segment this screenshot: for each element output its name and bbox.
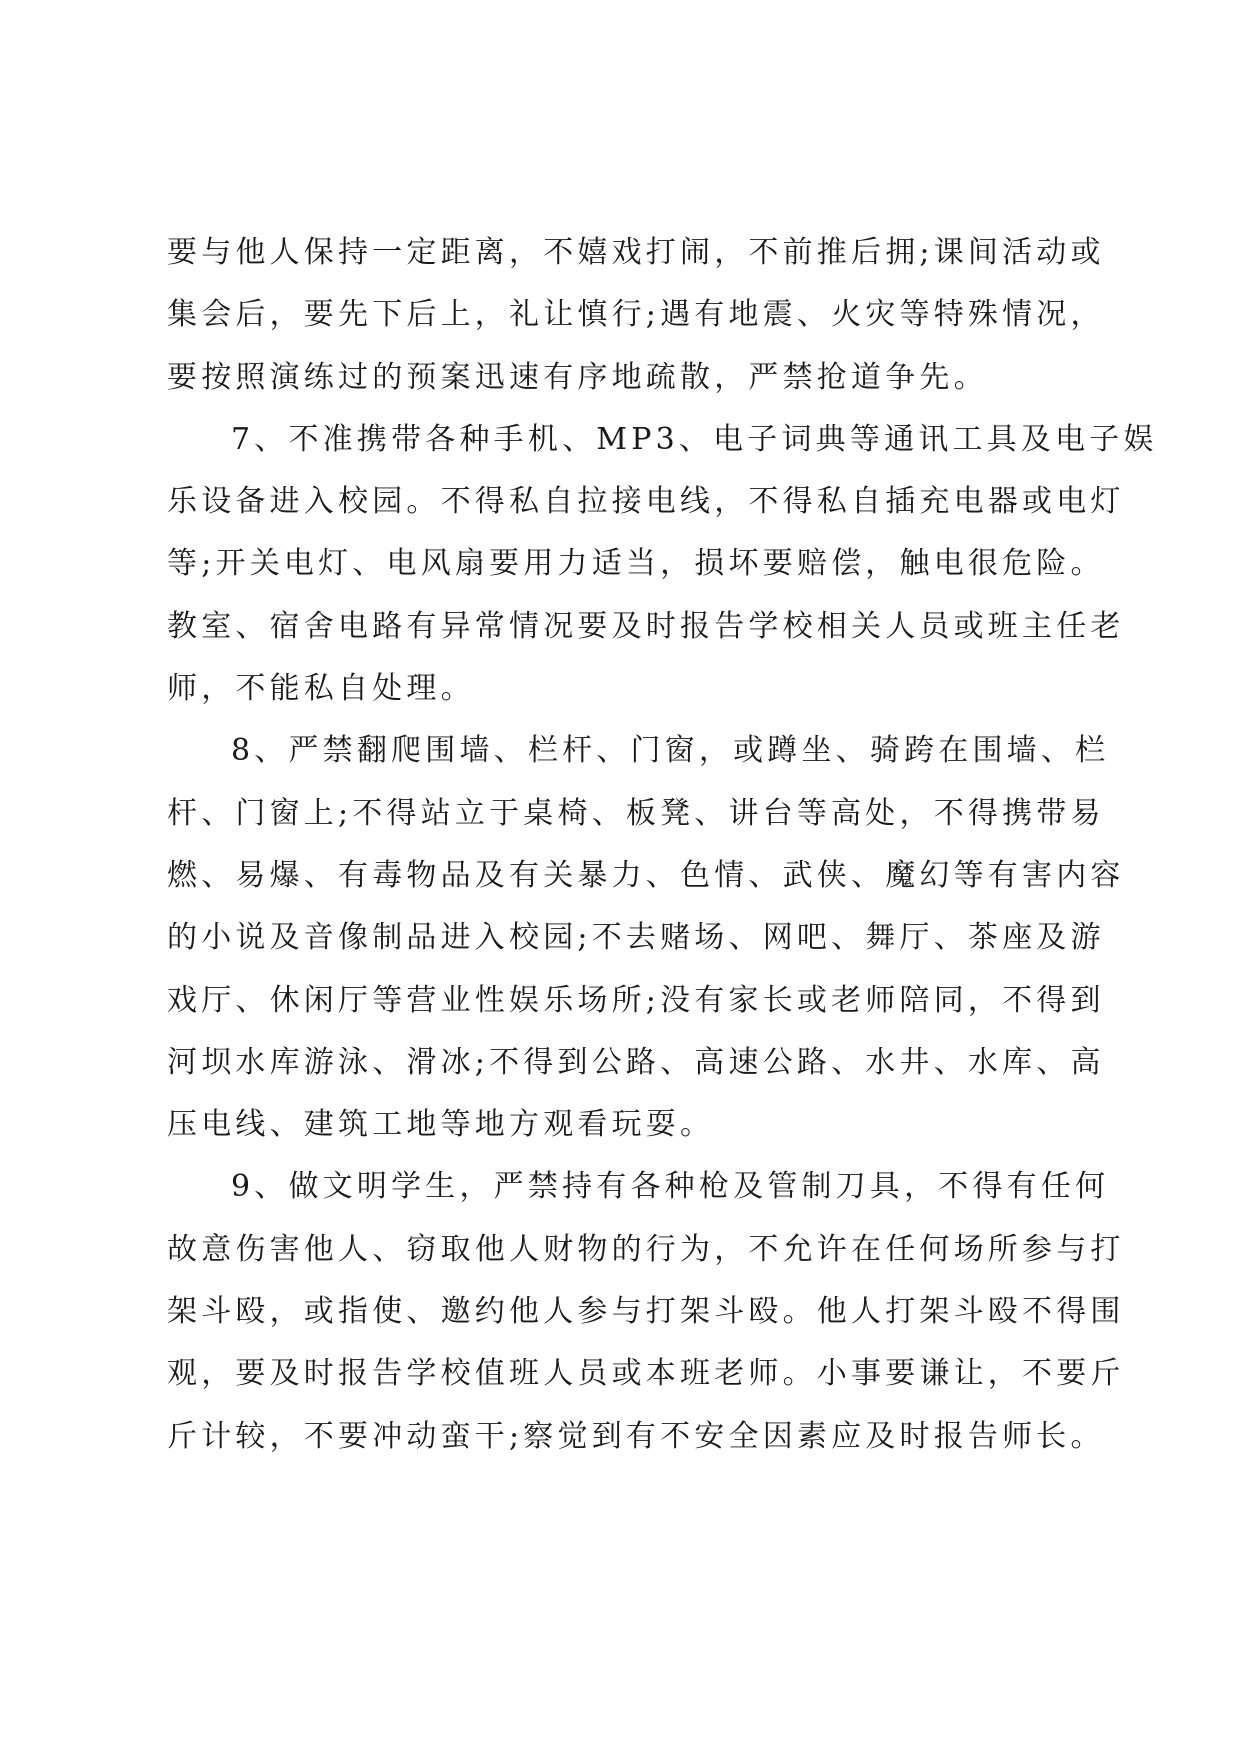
text-line: 斤计较，不要冲动蛮干;察觉到有不安全因素应及时报告师长。 [167,1418,1105,1454]
document-body [167,222,1158,1468]
text-line: 要与他人保持一定距离，不嬉戏打闹，不前推后拥;课间活动或 [167,235,1105,270]
text-line: 河坝水库游泳、滑冰;不得到公路、高速公路、水井、水库、高 [167,1044,1105,1080]
text-line: 教室、宿舍电路有异常情况要及时报告学校相关人员或班主任老 [167,608,1125,644]
text-line: 等;开关电灯、电风扇要用力适当，损坏要赔偿，触电很危险。 [167,546,1105,582]
text-line: 压电线、建筑工地等地方观看玩耍。 [167,1107,715,1143]
text-line: 戏厅、休闲厅等营业性娱乐场所;没有家长或老师陪同，不得到 [167,982,1105,1018]
text-line-item-8-start: 8、严禁翻爬围墙、栏杆、门窗，或蹲坐、骑跨在围墙、栏 [231,733,1110,769]
text-line: 要按照演练过的预案迅速有序地疏散，严禁抢道争先。 [167,359,988,395]
text-line: 燃、易爆、有毒物品及有关暴力、色情、武侠、魔幻等有害内容 [167,857,1125,893]
text-line: 杆、门窗上;不得站立于桌椅、板凳、讲台等高处，不得携带易 [167,795,1105,831]
text-line: 故意伤害他人、窃取他人财物的行为，不允许在任何场所参与打 [167,1231,1125,1267]
text-line: 架斗殴，或指使、邀约他人参与打架斗殴。他人打架斗殴不得围 [167,1294,1125,1330]
text-line: 的小说及音像制品进入校园;不去赌场、网吧、舞厅、茶座及游 [167,920,1105,956]
text-line-item-9-start: 9、做文明学生，严禁持有各种枪及管制刀具，不得有任何 [231,1169,1110,1205]
text-line: 集会后，要先下后上，礼让慎行;遇有地震、火灾等特殊情况， [167,297,1105,333]
text-line: 观，要及时报告学校值班人员或本班老师。小事要谦让，不要斤 [167,1356,1125,1392]
text-line: 乐设备进入校园。不得私自拉接电线，不得私自插充电器或电灯 [167,484,1125,520]
text-line-item-7-start: 7、不准携带各种手机、MP3、电子词典等通讯工具及电子娱 [231,421,1158,457]
text-line: 师，不能私自处理。 [167,671,475,707]
